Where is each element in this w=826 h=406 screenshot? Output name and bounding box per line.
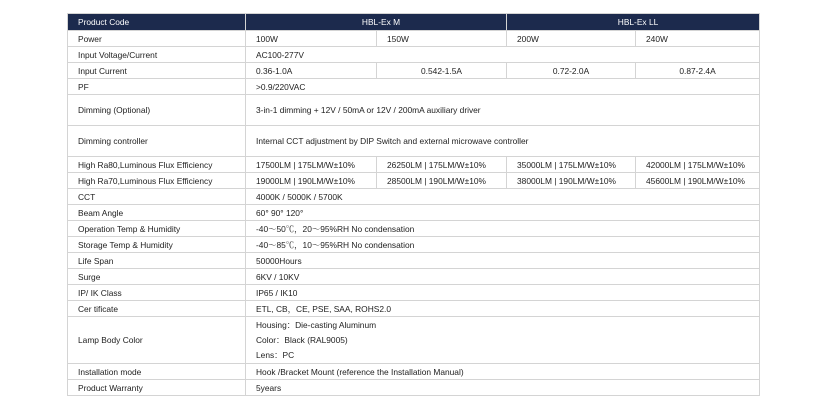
storage-temp-value: -40～85℃，10～95%RH No condensation <box>246 237 760 253</box>
ra70-150w: 28500LM | 190LM/W±10% <box>377 173 507 189</box>
operation-temp-value: -40～50℃，20～95%RH No condensation <box>246 221 760 237</box>
pf-value: >0.9/220VAC <box>246 79 760 95</box>
ra80-150w: 26250LM | 175LM/W±10% <box>377 157 507 173</box>
power-240w: 240W <box>636 31 760 47</box>
row-label: Beam Angle <box>68 205 246 221</box>
ra80-100w: 17500LM | 175LM/W±10% <box>246 157 377 173</box>
row-surge <box>68 269 760 285</box>
input-current-2: 0.542-1.5A <box>377 63 507 79</box>
input-voltage-value: AC100-277V <box>246 47 760 63</box>
row-dimming-controller <box>68 126 760 157</box>
input-current-3: 0.72-2.0A <box>507 63 636 79</box>
row-label: High Ra80,Luminous Flux Efficiency <box>68 157 246 173</box>
row-label: Life Span <box>68 253 246 269</box>
installation-value: Hook /Bracket Mount (reference the Installation Manual) <box>246 364 760 380</box>
spec-table <box>67 13 760 396</box>
row-lamp-body-color <box>68 317 760 364</box>
row-label: Lamp Body Color <box>68 317 246 364</box>
ra70-240w: 45600LM | 190LM/W±10% <box>636 173 760 189</box>
row-label: Product Warranty <box>68 380 246 396</box>
row-label: CCT <box>68 189 246 205</box>
row-label: PF <box>68 79 246 95</box>
lamp-color: Color：Black (RAL9005) <box>256 334 348 345</box>
ra70-100w: 19000LM | 190LM/W±10% <box>246 173 377 189</box>
lamp-body-values <box>246 317 760 364</box>
cct-value: 4000K / 5000K / 5700K <box>246 189 760 205</box>
row-label: Operation Temp & Humidity <box>68 221 246 237</box>
header-product-code: Product Code <box>68 14 246 31</box>
row-ra70 <box>68 173 760 189</box>
row-warranty <box>68 380 760 396</box>
row-label: IP/ IK Class <box>68 285 246 301</box>
dimming-controller-value: Internal CCT adjustment by DIP Switch and external microwave controller <box>246 126 760 157</box>
power-150w: 150W <box>377 31 507 47</box>
power-200w: 200W <box>507 31 636 47</box>
row-pf <box>68 79 760 95</box>
row-label: Storage Temp & Humidity <box>68 237 246 253</box>
input-current-4: 0.87-2.4A <box>636 63 760 79</box>
lamp-housing: Housing：Die-casting Aluminum <box>256 319 377 330</box>
row-beam-angle <box>68 205 760 221</box>
row-storage-temp <box>68 237 760 253</box>
row-power <box>68 31 760 47</box>
row-label: Input Current <box>68 63 246 79</box>
ra80-200w: 35000LM | 175LM/W±10% <box>507 157 636 173</box>
row-label: Dimming controller <box>68 126 246 157</box>
certificate-value: ETL, CB，CE, PSE, SAA, ROHS2.0 <box>246 301 760 317</box>
beam-angle-value: 60° 90° 120° <box>246 205 760 221</box>
life-span-value: 50000Hours <box>246 253 760 269</box>
table-header-row <box>68 14 760 31</box>
surge-value: 6KV / 10KV <box>246 269 760 285</box>
row-label: Installation mode <box>68 364 246 380</box>
header-model-ll: HBL-Ex LL <box>507 14 760 31</box>
row-ra80 <box>68 157 760 173</box>
dimming-value: 3-in-1 dimming + 12V / 50mA or 12V / 200mA auxiliary driver <box>246 95 760 126</box>
row-operation-temp <box>68 221 760 237</box>
input-current-1: 0.36-1.0A <box>246 63 377 79</box>
row-label: Surge <box>68 269 246 285</box>
ra70-200w: 38000LM | 190LM/W±10% <box>507 173 636 189</box>
row-label: Input Voltage/Current <box>68 47 246 63</box>
header-model-m: HBL-Ex M <box>246 14 507 31</box>
row-installation <box>68 364 760 380</box>
row-dimming <box>68 95 760 126</box>
row-ip-ik <box>68 285 760 301</box>
row-certificate <box>68 301 760 317</box>
ra80-240w: 42000LM | 175LM/W±10% <box>636 157 760 173</box>
row-label: High Ra70,Luminous Flux Efficiency <box>68 173 246 189</box>
power-100w: 100W <box>246 31 377 47</box>
warranty-value: 5years <box>246 380 760 396</box>
row-input-voltage <box>68 47 760 63</box>
row-cct <box>68 189 760 205</box>
lamp-lens: Lens：PC <box>256 349 295 360</box>
row-label: Dimming (Optional) <box>68 95 246 126</box>
ip-ik-value: IP65 / IK10 <box>246 285 760 301</box>
row-label: Power <box>68 31 246 47</box>
row-input-current <box>68 63 760 79</box>
row-label: Cer tificate <box>68 301 246 317</box>
row-life-span <box>68 253 760 269</box>
